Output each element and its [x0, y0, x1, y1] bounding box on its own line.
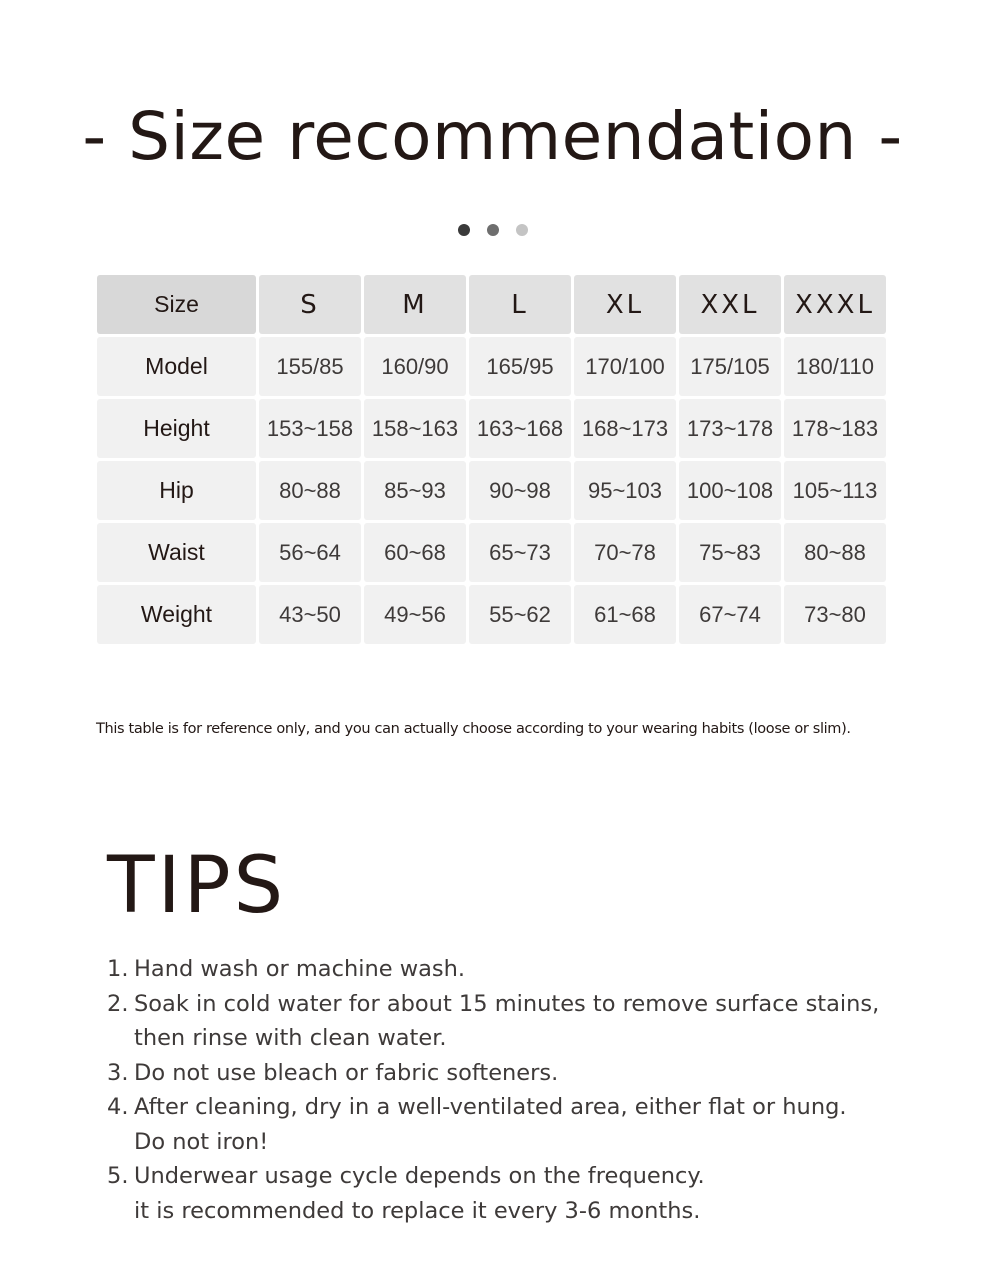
table-cell: 180/110 [784, 337, 886, 396]
table-cell: 178~183 [784, 399, 886, 458]
tip-line: Hand wash or machine wash. [134, 956, 466, 982]
tip-line: Do not use bleach or fabric softeners. [134, 1059, 559, 1086]
table-cell: 55~62 [469, 585, 571, 644]
carousel-dots [0, 224, 985, 238]
table-row [97, 523, 887, 582]
table-cell: 165/95 [469, 337, 571, 396]
table-cell: 175/105 [679, 337, 781, 396]
table-cell: 153~158 [259, 399, 361, 458]
list-item [107, 1159, 927, 1228]
carousel-dot[interactable] [458, 224, 470, 236]
table-cell: 56~64 [259, 523, 361, 582]
size-header-xxxl: XXXL [784, 275, 886, 334]
table-cell: 85~93 [364, 461, 466, 520]
tip-number: 4. [107, 1094, 129, 1120]
tip-text [134, 952, 465, 987]
table-cell: 75~83 [679, 523, 781, 582]
tip-line: Do not iron! [134, 1128, 269, 1155]
table-cell: 80~88 [259, 461, 361, 520]
row-label-model: Model [97, 337, 256, 396]
table-cell: 80~88 [784, 523, 886, 582]
table-cell: 168~173 [574, 399, 676, 458]
tips-list [107, 952, 927, 1228]
row-label-height: Height [97, 399, 256, 458]
row-label-weight: Weight [97, 585, 256, 644]
tip-number: 1. [107, 956, 129, 982]
tip-line: Soak in cold water for about 15 minutes to remove surface stains, [134, 990, 880, 1017]
tip-text [134, 987, 879, 1056]
table-cell: 65~73 [469, 523, 571, 582]
size-header-l: L [469, 275, 571, 334]
table-cell: 155/85 [259, 337, 361, 396]
table-row [97, 585, 887, 644]
size-header-m: M [364, 275, 466, 334]
table-cell: 60~68 [364, 523, 466, 582]
table-cell: 163~168 [469, 399, 571, 458]
table-cell: 90~98 [469, 461, 571, 520]
size-table [97, 275, 887, 647]
table-row [97, 461, 887, 520]
table-cell: 49~56 [364, 585, 466, 644]
tip-line: it is recommended to replace it every 3-6 months. [134, 1197, 701, 1224]
table-cell: 160/90 [364, 337, 466, 396]
list-item [107, 987, 927, 1056]
row-label-hip: Hip [97, 461, 256, 520]
size-header-xxl: XXL [679, 275, 781, 334]
table-cell: 95~103 [574, 461, 676, 520]
table-row [97, 337, 887, 396]
tip-line: After cleaning, dry in a well-ventilated area, either flat or hung. [134, 1094, 847, 1120]
table-cell: 61~68 [574, 585, 676, 644]
tip-text [134, 1056, 558, 1091]
row-label-waist: Waist [97, 523, 256, 582]
tip-text [134, 1090, 847, 1159]
table-cell: 73~80 [784, 585, 886, 644]
size-table-header-row [97, 275, 887, 334]
table-cell: 70~78 [574, 523, 676, 582]
tip-number: 2. [107, 990, 129, 1017]
tip-line: Underwear usage cycle depends on the frequency. [134, 1163, 705, 1189]
table-cell: 67~74 [679, 585, 781, 644]
list-item [107, 1056, 927, 1091]
table-cell: 158~163 [364, 399, 466, 458]
reference-note: This table is for reference only, and you can actually choose according to your wearing habits (loose or slim). [96, 721, 851, 737]
size-header-s: S [259, 275, 361, 334]
table-cell: 43~50 [259, 585, 361, 644]
carousel-dot[interactable] [487, 224, 499, 236]
table-cell: 105~113 [784, 461, 886, 520]
tip-number: 3. [107, 1059, 129, 1086]
list-item [107, 952, 927, 987]
tip-number: 5. [107, 1163, 129, 1189]
tip-line: then rinse with clean water. [134, 1025, 447, 1051]
table-cell: 100~108 [679, 461, 781, 520]
table-row [97, 399, 887, 458]
size-header-xl: XL [574, 275, 676, 334]
table-cell: 170/100 [574, 337, 676, 396]
size-header-label: Size [97, 275, 256, 334]
tips-heading: TIPS [107, 841, 287, 931]
page-title: - Size recommendation - [82, 98, 903, 175]
list-item [107, 1090, 927, 1159]
carousel-dot[interactable] [516, 224, 528, 236]
tip-text [134, 1159, 705, 1228]
table-cell: 173~178 [679, 399, 781, 458]
